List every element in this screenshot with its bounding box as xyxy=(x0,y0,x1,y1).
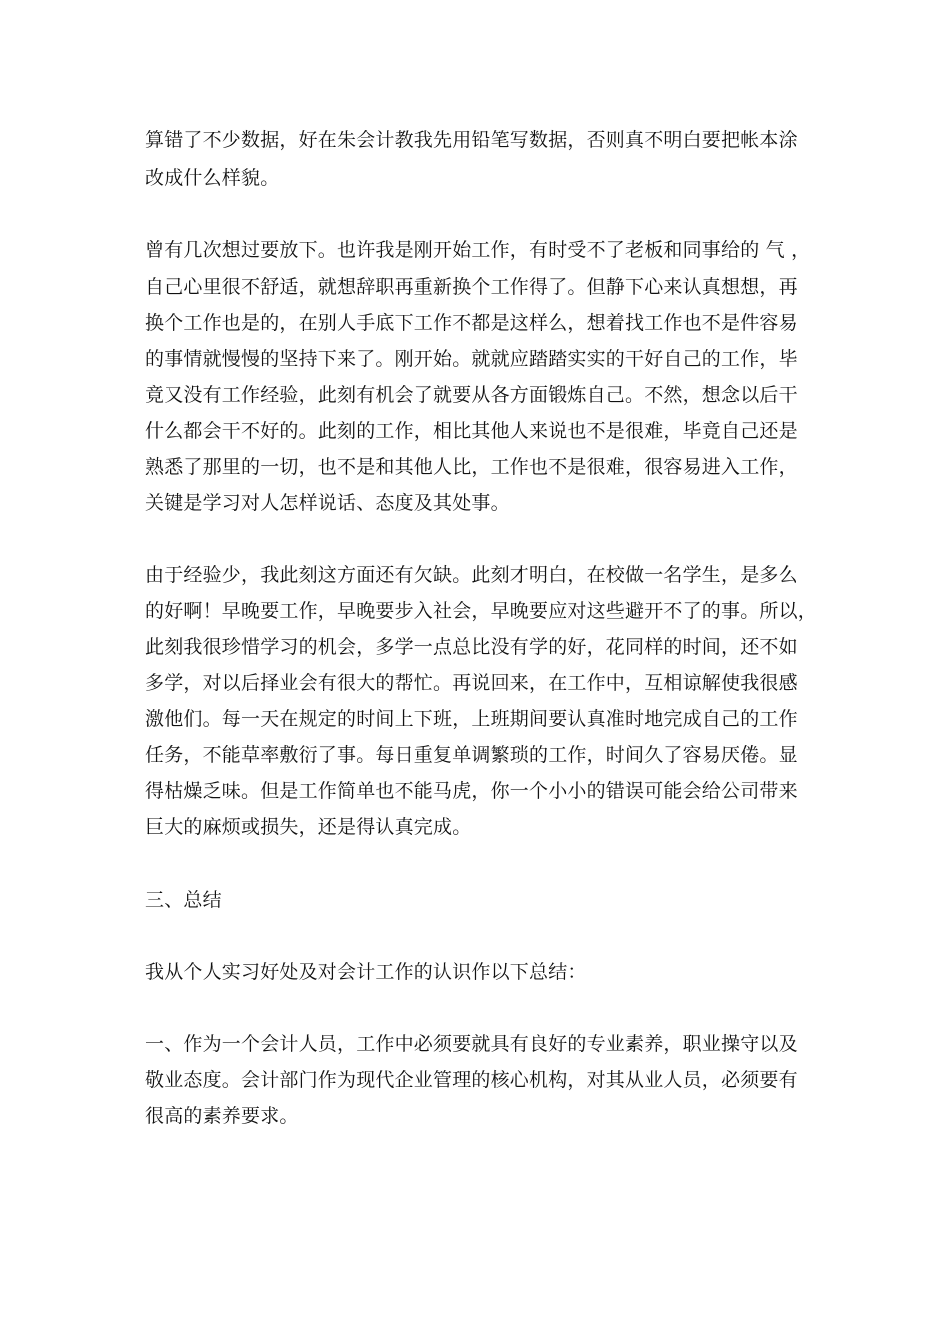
text-line: 关键是学习对人怎样说话、态度及其处事。 xyxy=(145,492,510,514)
text-line: 此刻我很珍惜学习的机会，多学一点总比没有学的好，花同样的时间，还不如 xyxy=(145,636,798,658)
text-line: 自己心里很不舒适，就想辞职再重新换个工作得了。但静下心来认真想想，再 xyxy=(145,276,798,298)
text-line: 敬业态度。会计部门作为现代企业管理的核心机构，对其从业人员，必须要有 xyxy=(145,1069,798,1091)
text-line: 的好啊！早晚要工作，早晚要步入社会，早晚要应对这些避开不了的事。所以， xyxy=(145,600,818,622)
text-line: 改成什么样貌。 xyxy=(145,167,280,189)
text-line: 熟悉了那里的一切，也不是和其他人比，工作也不是很难，很容易进入工作， xyxy=(145,456,798,478)
text-line: 由于经验少，我此刻这方面还有欠缺。此刻才明白，在校做一名学生，是多么 xyxy=(145,564,798,586)
text-line: 一、作为一个会计人员，工作中必须要就具有良好的专业素养，职业操守以及 xyxy=(145,1033,798,1055)
text-line: 很高的素养要求。 xyxy=(145,1105,299,1127)
text-line: 得枯燥乏味。但是工作简单也不能马虎，你一个小小的错误可能会给公司带来 xyxy=(145,780,798,802)
section-heading: 三、总结 xyxy=(145,889,222,911)
text-line: 的事情就慢慢的坚持下来了。刚开始。就就应踏踏实实的干好自己的工作，毕 xyxy=(145,348,798,370)
text-line: 巨大的麻烦或损失，还是得认真完成。 xyxy=(145,816,472,838)
text-line: 算错了不少数据，好在朱会计教我先用铅笔写数据，否则真不明白要把帐本涂 xyxy=(145,129,798,151)
text-line: 我从个人实习好处及对会计工作的认识作以下总结： xyxy=(145,961,587,983)
text-line: 什么都会干不好的。此刻的工作，相比其他人来说也不是很难，毕竟自己还是 xyxy=(145,420,798,442)
text-line: 竟又没有工作经验，此刻有机会了就要从各方面锻炼自己。不然，想念以后干 xyxy=(145,384,798,406)
text-line: 换个工作也是的，在别人手底下工作不都是这样么，想着找工作也不是件容易 xyxy=(145,312,798,334)
text-line: 曾有几次想过要放下。也许我是刚开始工作，有时受不了老板和同事给的 气 ， xyxy=(145,239,811,261)
text-line: 多学，对以后择业会有很大的帮忙。再说回来，在工作中，互相谅解使我很感 xyxy=(145,672,798,694)
text-line: 激他们。每一天在规定的时间上下班，上班期间要认真准时地完成自己的工作 xyxy=(145,708,798,730)
text-line: 任务，不能草率敷衍了事。每日重复单调繁琐的工作，时间久了容易厌倦。显 xyxy=(145,744,798,766)
